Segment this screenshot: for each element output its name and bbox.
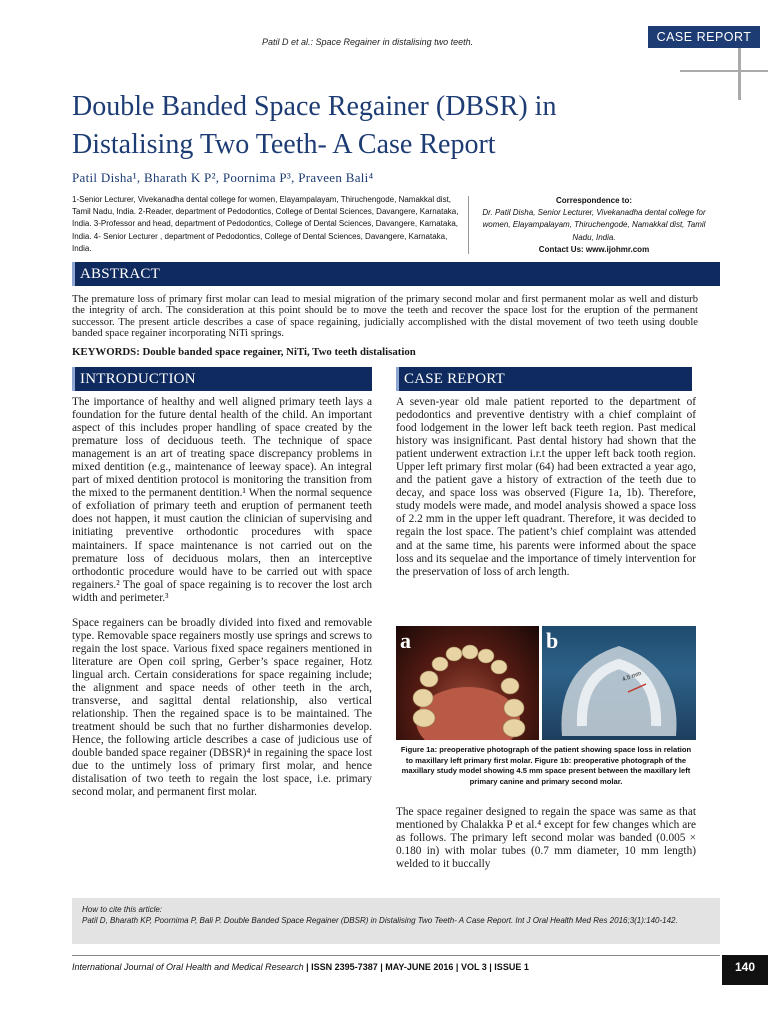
correspondence [476,195,712,256]
paragraph: Space regainers can be broadly divided into fixed and removable type. Removable space regainers mostly use springs and screws to regain the lost space. Various fixed space regainers mentioned in literature are Open coil spring, Gerber’s space regainer, Hotz lingual arch. Certain considerations for space regaining include; the alignment and space needs of other teeth in the arch, transverse, and sagittal dental relationship, also vertical relationship. Then the regained space is to be maintained. The treatment should be such that no further disharmonies develop. Hence, the following article describes a case of judicious use of double banded space regainer (DBSR)⁴ in regaining the space lost due to the untimely loss of primary first molar, and hence distalisation of two teeth to regain the lost space, i.e. primary second molar, and permanent first molar. [72,616,372,799]
citation-box [72,898,720,944]
correspondence-heading: Correspondence to: [555,196,632,205]
figure-label-b: b [546,628,559,653]
journal-name: International Journal of Oral Health and Medical Research [72,962,304,972]
journal-details: | ISSN 2395-7387 | MAY-JUNE 2016 | VOL 3 | ISSUE 1 [303,962,529,972]
abstract-heading: ABSTRACT [72,262,720,286]
footer-divider [72,955,720,956]
affiliations: 1-Senior Lecturer, Vivekanadha dental college for women, Elayampalayam, Thiruchengode, Namakkal dist, Tamil Nadu, India. 2-Reader, department of Pedodontics, College of Dental Sciences, Davangere, Karnataka, India. 3-Professor and head, department of Pedodontics, College of Dental Sciences, Davangere, Karnataka, India. 4- Senior Lecturer , department of Pedodontics, College of Dental Sciences, Davangere, Karnataka, India. [72,195,459,253]
citation-heading: How to cite this article: [82,905,163,914]
paragraph: A seven-year old male patient reported to the department of pedodontics and preventive dentistry with a chief complaint of food lodgement in the lower left back teeth region. Past medical history was insignificant. Past dental history had shown that the patient underwent extraction i.r.t the upper left back tooth region. Upper left primary first molar (64) had been extracted a year ago, and the patient gave a history of extraction of the teeth due to decay, and space loss was observed (Figure 1a, 1b). Therefore, study models were made, and model analysis showed a space loss of 2.2 mm in the upper left quadrant. Therefore, it was decided to regain the lost space. The patient’s chief complaint was attended and at the same time, his parents were informed about the space loss and its sequelae and the importance of timely intervention for the preservation of loss of arch length. [396,396,696,578]
figure-label-a: a [400,628,411,653]
decorative-line [680,70,768,72]
article-type-tag: CASE REPORT [648,26,760,48]
measurement-label: 4.5 mm [621,670,643,684]
introduction-body [72,396,372,799]
footer [72,962,529,972]
paragraph: The importance of healthy and well aligned primary teeth lays a foundation for the future dental health of the child. An important aspect of this includes proper handling of space created by the premature loss of deciduous teeth. The technique of space management is an art of treating space discrepancy problems in mixed dentition (e.g., maintenance of leeway space). An integral part of mixed dentition protocol is monitoring the transition from the mixed to the permanent dentition.¹ When the normal sequence of exfoliation of primary teeth and eruption of permanent teeth does not happen, it must caution the clinician of supervising and initiating preventive orthodontic procedures with space maintainers. If space maintenance is not carried out on the premature loss of deciduous molars, then an interceptive orthodontic procedure would have to be carried out with space regainers.² The goal of space regaining is to recover the lost arch width and perimeter.³ [72,396,372,604]
cast-illustration [542,626,696,740]
article-title [72,88,672,164]
correspondence-address: Dr. Patil Disha, Senior Lecturer, Vivekanadha dental college for women, Elayampalayam, Thiruchengode, Namakkal dist, Tamil Nadu, India. [482,208,706,242]
study-model-photo [542,626,696,740]
decorative-line [738,48,741,100]
divider [468,196,469,254]
intraoral-photo [396,626,539,740]
teeth-illustration [396,626,539,740]
case-report-heading: CASE REPORT [396,367,692,391]
case-report-body-bottom [396,806,696,871]
introduction-heading: INTRODUCTION [72,367,372,391]
figure-caption: Figure 1a: preoperative photograph of the patient showing space loss in relation to maxillary left primary first molar. Figure 1b: preoperative photograph of the maxillary study model showing 4.5 mm space present between the maxillary left primary canine and primary second molar. [400,745,692,786]
running-head: Patil D et al.: Space Regainer in distalising two teeth. [262,37,474,47]
abstract-text: The premature loss of primary first molar can lead to mesial migration of the primary second molar and first permanent molar as well and disturb the integrity of arch. The consideration at this point should be to move the teeth and recover the space lost for the eruption of the permanent successor. The present article describes a case of space regaining, judicially accomplished with the distal movement of two teeth using double banded space regainer incorporating NiTi springs. [72,294,698,340]
figure-1 [396,626,696,740]
page-number: 140 [722,955,768,985]
author-list: Patil Disha¹, Bharath K P², Poornima P³, Praveen Bali⁴ [72,170,374,185]
title-line-2: Distalising Two Teeth- A Case Report [72,129,496,160]
citation-text: Patil D, Bharath KP, Poornima P, Bali P. Double Banded Space Regainer (DBSR) in Distalising Two Teeth- A Case Report. Int J Oral Health Med Res 2016;3(1):140-142. [82,916,678,925]
contact-link[interactable]: Contact Us: www.ijohmr.com [538,244,650,254]
keywords: KEYWORDS: Double banded space regainer, NiTi, Two teeth distalisation [72,346,416,358]
title-line-1: Double Banded Space Regainer (DBSR) in [72,91,557,122]
paragraph: The space regainer designed to regain the space was same as that mentioned by Chalakka P et al.⁴ except for few changes which are as follows. The primary left second molar was banded (0.005 × 0.180 in) with molar tubes (0.7 mm diameter, 10 mm length) welded to it buccally [396,806,696,871]
case-report-body-top [396,396,696,579]
